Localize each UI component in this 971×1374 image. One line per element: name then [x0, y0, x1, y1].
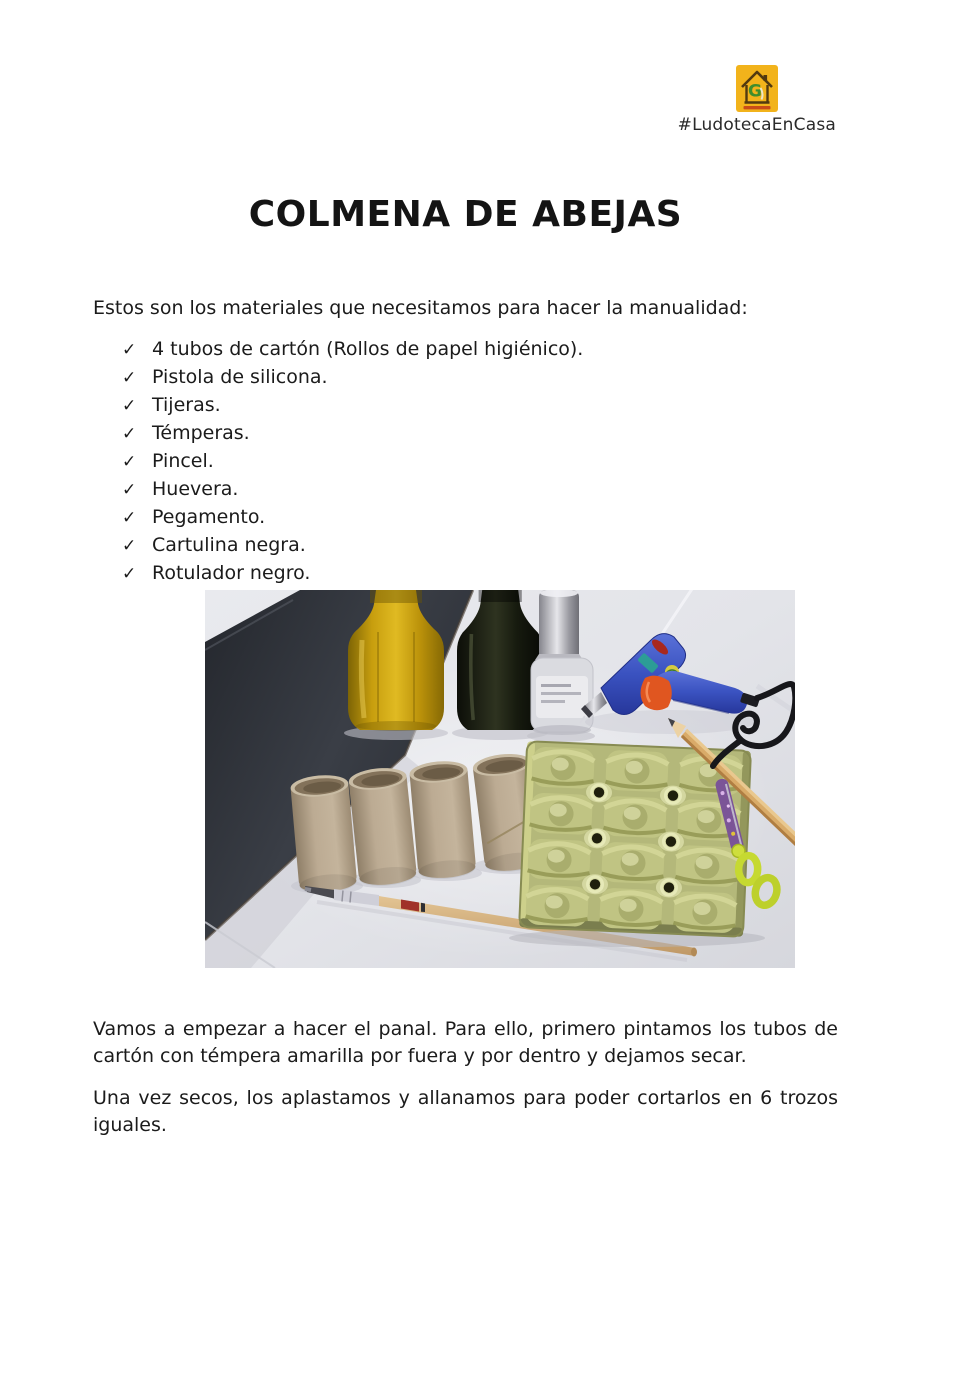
- list-item: [93, 448, 838, 476]
- list-item: [93, 476, 838, 504]
- instruction-paragraph: Una vez secos, los aplastamos y allanamos para poder cortarlos en 6 trozos iguales.: [93, 1087, 838, 1136]
- list-item: [93, 504, 838, 532]
- intro-text: Estos son los materiales que necesitamos para hacer la manualidad:: [93, 297, 748, 319]
- cardboard-tube: [348, 765, 418, 888]
- check-icon: ✓: [122, 536, 137, 556]
- list-item: [93, 532, 838, 560]
- material-label: Huevera.: [152, 478, 239, 500]
- check-icon: ✓: [122, 368, 137, 388]
- material-label: Tijeras.: [152, 394, 221, 416]
- cardboard-tube: [409, 759, 477, 881]
- material-label: Pincel.: [152, 450, 214, 472]
- check-icon: ✓: [122, 340, 137, 360]
- materials-list: [93, 336, 838, 588]
- hashtag-label: #LudotecaEnCasa: [677, 115, 836, 135]
- page-title: COLMENA DE ABEJAS: [248, 194, 683, 235]
- material-label: Rotulador negro.: [152, 562, 311, 584]
- material-label: Pistola de silicona.: [152, 366, 328, 388]
- check-icon: ✓: [122, 424, 137, 444]
- cardboard-tube: [290, 773, 358, 895]
- logo-letter: G: [747, 81, 762, 102]
- ludoteca-logo-icon: [736, 65, 778, 112]
- instruction-paragraph: Vamos a empezar a hacer el panal. Para ello, primero pintamos los tubos de cartón con témpera amarilla por fuera y por dentro y dejamos secar.: [93, 1018, 838, 1067]
- check-icon: ✓: [122, 480, 137, 500]
- material-label: Cartulina negra.: [152, 534, 306, 556]
- check-icon: ✓: [122, 452, 137, 472]
- material-label: Témperas.: [152, 422, 250, 444]
- materials-photo-illustration: [205, 590, 795, 968]
- list-item: [93, 560, 838, 588]
- check-icon: ✓: [122, 396, 137, 416]
- list-item: [93, 364, 838, 392]
- check-icon: ✓: [122, 508, 137, 528]
- list-item: [93, 336, 838, 364]
- material-label: Pegamento.: [152, 506, 266, 528]
- check-icon: ✓: [122, 564, 137, 584]
- material-label: 4 tubos de cartón (Rollos de papel higiénico).: [152, 338, 584, 360]
- list-item: [93, 392, 838, 420]
- materials-photo: [205, 590, 795, 968]
- brand-block: [678, 65, 836, 135]
- list-item: [93, 420, 838, 448]
